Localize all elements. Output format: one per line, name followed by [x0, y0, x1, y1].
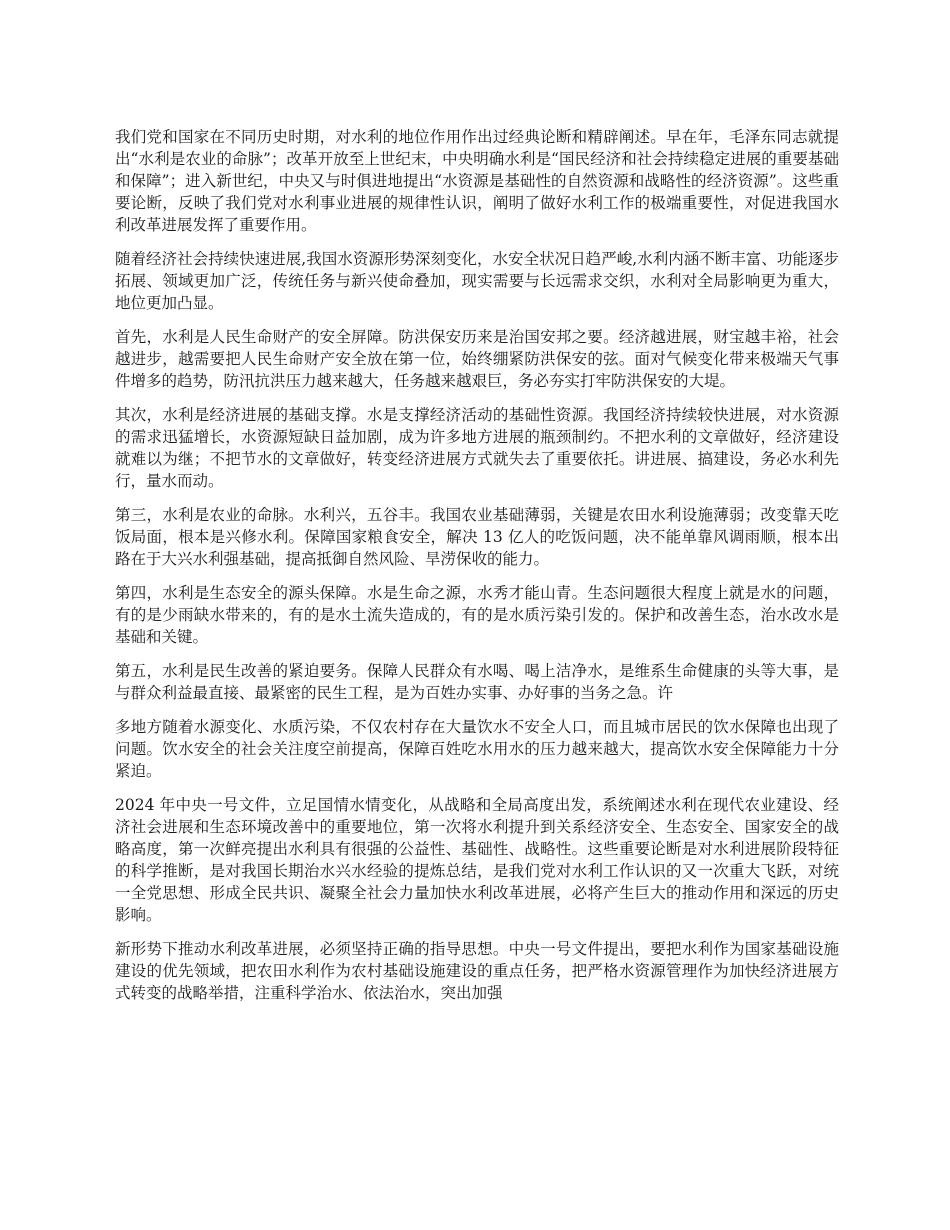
- paragraph-1: 我们党和国家在不同历史时期，对水利的地位作用作出过经典论断和精辟阐述。早在年，毛泽东同志就提出“水利是农业的命脉”；改革开放至上世纪末，中央明确水利是“国民经济和社会持续稳定进展的重要基础和保障”；进入新世纪，中央又与时俱进地提出“水资源是基础性的自然资源和战略性的经济资源”。这些重要论断，反映了我们党对水利事业进展的规律性认识，阐明了做好水利工作的极端重要性，对促进我国水利改革进展发挥了重要作用。: [115, 128, 839, 234]
- paragraph-3: 首先，水利是人民生命财产的安全屏障。防洪保安历来是治国安邦之要。经济越进展，财宝越丰裕，社会越进步，越需要把人民生命财产安全放在第一位，始终绷紧防洪保安的弦。面对气候变化带来极端天气事件增多的趋势，防汛抗洪压力越来越大，任务越来越艰巨，务必夯实打牢防洪保安的大堤。: [115, 328, 839, 390]
- paragraph-2: 随着经济社会持续快速进展,我国水资源形势深刻变化，水安全状况日趋严峻,水利内涵不断丰富、功能逐步拓展、领域更加广泛，传统任务与新兴使命叠加，现实需要与长远需求交织，水利对全局影响更为重大，地位更加凸显。: [115, 250, 839, 312]
- paragraph-8: 多地方随着水源变化、水质污染，不仅农村存在大量饮水不安全人口，而且城市居民的饮水保障也出现了问题。饮水安全的社会关注度空前提高，保障百姓吃水用水的压力越来越大，提高饮水安全保障能力十分紧迫。: [115, 718, 839, 780]
- paragraph-7: 第五，水利是民生改善的紧迫要务。保障人民群众有水喝、喝上洁净水，是维系生命健康的头等大事，是与群众利益最直接、最紧密的民生工程，是为百姓办实事、办好事的当务之急。许: [115, 662, 839, 702]
- paragraph-5: 第三，水利是农业的命脉。水利兴，五谷丰。我国农业基础薄弱，关键是农田水利设施薄弱；改变靠天吃饭局面，根本是兴修水利。保障国家粮食安全，解决 13 亿人的吃饭问题，决不能单靠风调雨顺，根本出路在于大兴水利强基础，提高抵御自然风险、旱涝保收的能力。: [115, 506, 839, 568]
- paragraph-9: 2024 年中央一号文件，立足国情水情变化，从战略和全局高度出发，系统阐述水利在现代农业建设、经济社会进展和生态环境改善中的重要地位，第一次将水利提升到关系经济安全、生态安全、国家安全的战略高度，第一次鲜亮提出水利具有很强的公益性、基础性、战略性。这些重要论断是对水利进展阶段特征的科学推断，是对我国长期治水兴水经验的提炼总结，是我们党对水利工作认识的又一次重大飞跃，对统一全党思想、形成全民共识、凝聚全社会力量加快水利改革进展，必将产生巨大的推动作用和深远的历史影响。: [115, 796, 839, 924]
- paragraph-10: 新形势下推动水利改革进展，必须坚持正确的指导思想。中央一号文件提出，要把水利作为国家基础设施建设的优先领域，把农田水利作为农村基础设施建设的重点任务，把严格水资源管理作为加快经济进展方式转变的战略举措，注重科学治水、依法治水，突出加强: [115, 940, 839, 1002]
- document-body: [115, 126, 839, 1016]
- paragraph-4: 其次，水利是经济进展的基础支撑。水是支撑经济活动的基础性资源。我国经济持续较快进展，对水资源的需求迅猛增长，水资源短缺日益加剧，成为许多地方进展的瓶颈制约。不把水利的文章做好，经济建设就难以为继；不把节水的文章做好，转变经济进展方式就失去了重要依托。讲进展、搞建设，务必水利先行，量水而动。: [115, 406, 839, 490]
- paragraph-6: 第四，水利是生态安全的源头保障。水是生命之源，水秀才能山青。生态问题很大程度上就是水的问题，有的是少雨缺水带来的，有的是水土流失造成的，有的是水质污染引发的。保护和改善生态，治水改水是基础和关键。: [115, 584, 839, 646]
